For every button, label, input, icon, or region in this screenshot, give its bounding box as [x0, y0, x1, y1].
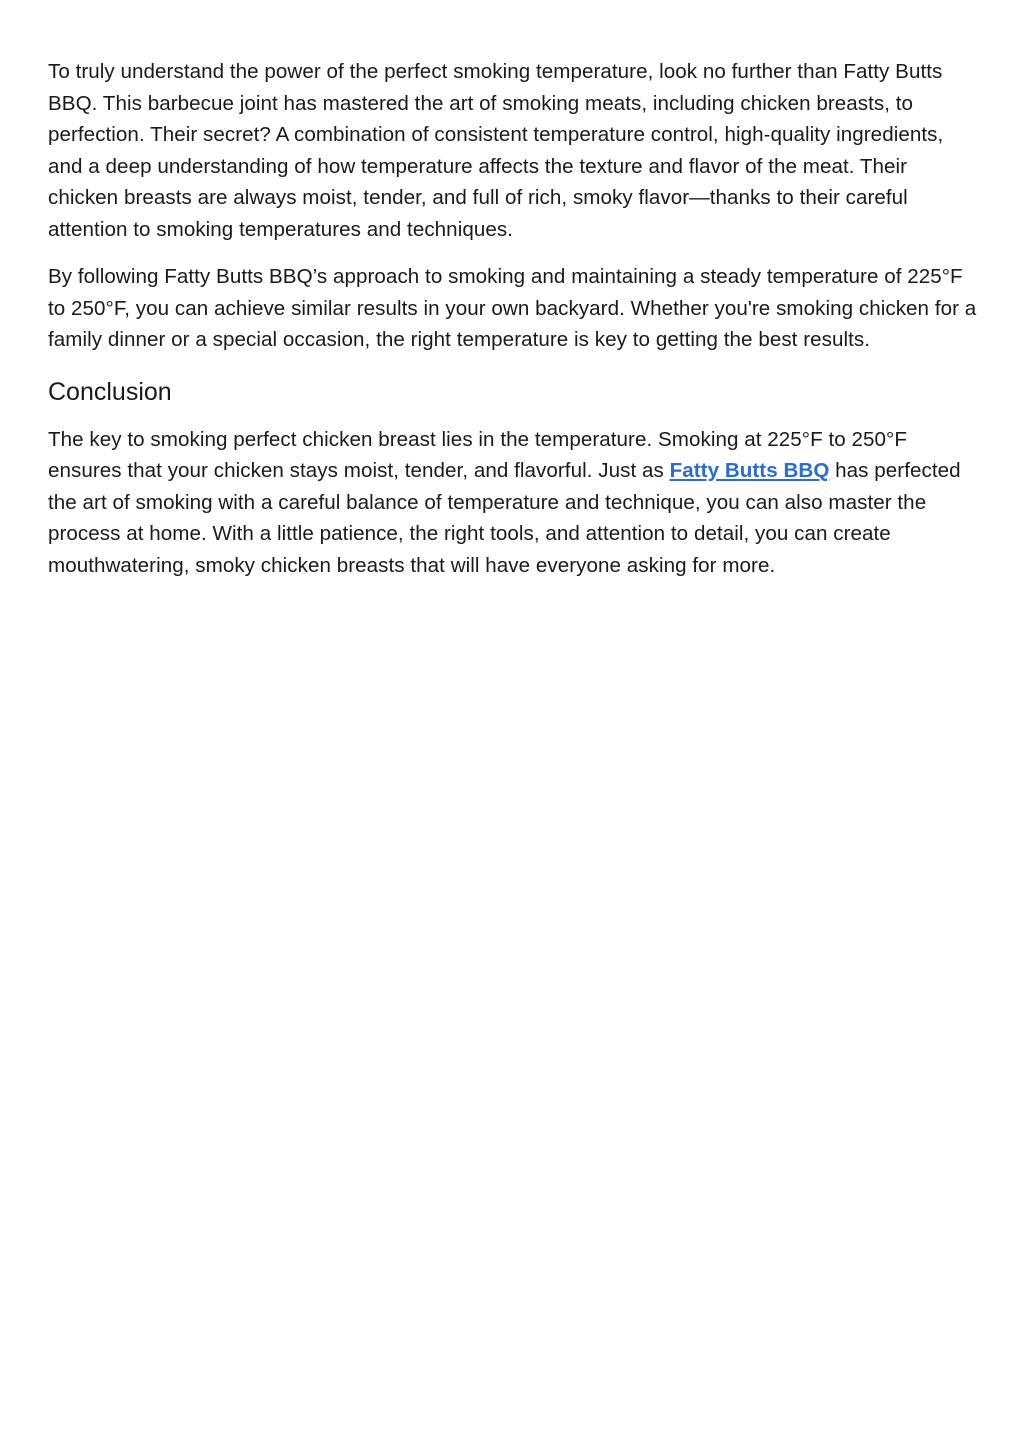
conclusion-text-before-link: The key to smoking perfect chicken breast lies in the temperature. Smoking at 225°F to 250°F ensures that your chicken stays moist, tender, and flavorful. Just as — [48, 427, 907, 482]
paragraph-intro: To truly understand the power of the perfect smoking temperature, look no further than Fatty Butts BBQ. This barbecue joint has mastered the art of smoking meats, including chicken breasts, to perfection. Their secret? A combination of consistent temperature control, high-quality ingredients, and a deep understanding of how temperature affects the texture and flavor of the meat. Their chicken breasts are always moist, tender, and full of rich, smoky flavor—thanks to their careful attention to smoking temperatures and techniques. — [48, 60, 944, 241]
fatty-butts-bbq-link[interactable]: Fatty Butts BBQ — [669, 459, 830, 482]
paragraph-approach: By following Fatty Butts BBQ’s approach to smoking and maintaining a steady temperature of 225°F to 250°F, you can achieve similar results in your own backyard. Whether you're smoking chicken for a family dinner or a special occasion, the right temperature is key to getting the best results. — [48, 265, 977, 351]
article-body — [48, 56, 978, 597]
conclusion-text-after-link: has perfected the art of smoking with a careful balance of temperature and technique, you can also master the process at home. With a little patience, the right tools, and attention to detail, you can create mouthwatering, smoky chicken breasts that will have everyone asking for more. — [48, 459, 961, 577]
paragraph-conclusion — [48, 424, 978, 582]
conclusion-heading: Conclusion — [48, 377, 172, 406]
